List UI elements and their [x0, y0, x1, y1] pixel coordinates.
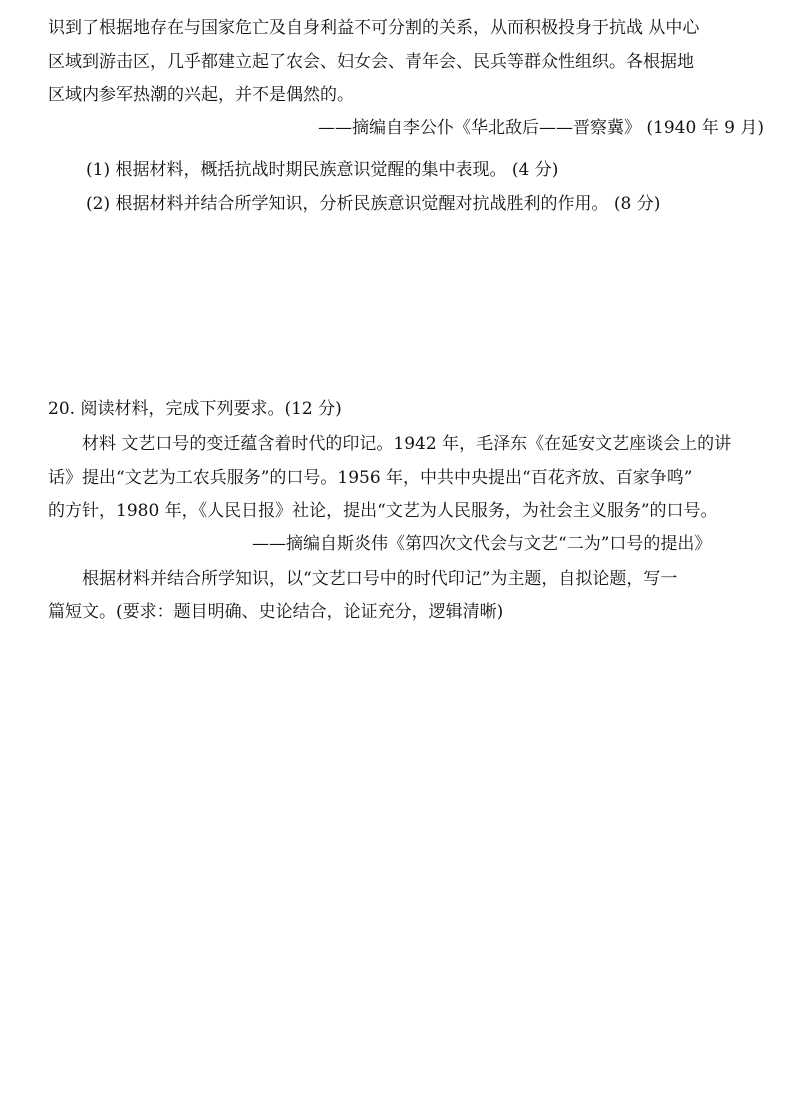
- material-19-source: ——摘编自李公仆《华北敌后——晋察冀》 (1940 年 9 月): [318, 118, 764, 138]
- question-19-1: (1) 根据材料，概括抗战时期民族意识觉醒的集中表现。 (4 分): [86, 160, 559, 180]
- question-20-heading: 20. 阅读材料，完成下列要求。(12 分): [48, 399, 342, 419]
- material-19-line-3: 区域内参军热潮的兴起，并不是偶然的。: [48, 85, 354, 105]
- question-19-2: (2) 根据材料并结合所学知识，分析民族意识觉醒对抗战胜利的作用。 (8 分): [86, 194, 661, 214]
- question-20-task-line-2: 篇短文。(要求：题目明确、史论结合，论证充分，逻辑清晰): [48, 602, 504, 622]
- question-20-material-line-2: 话》提出“文艺为工农兵服务”的口号。1956 年，中共中央提出“百花齐放、百家争鸣”: [48, 468, 693, 488]
- question-20-material-line-1: 材料 文艺口号的变迁蕴含着时代的印记。1942 年，毛泽东《在延安文艺座谈会上的讲: [82, 434, 732, 454]
- material-19-line-1: 识到了根据地存在与国家危亡及自身利益不可分割的关系，从而积极投身于抗战 从中心: [48, 18, 700, 38]
- question-20-material-line-3: 的方针，1980 年，《人民日报》社论，提出“文艺为人民服务，为社会主义服务”的口号。: [48, 501, 718, 521]
- question-20-task-line-1: 根据材料并结合所学知识，以“文艺口号中的时代印记”为主题，自拟论题，写一: [82, 569, 678, 589]
- question-20-source: ——摘编自斯炎伟《第四次文代会与文艺“二为”口号的提出》: [252, 534, 712, 554]
- material-19-line-2: 区域到游击区，几乎都建立起了农会、妇女会、青年会、民兵等群众性组织。各根据地: [48, 52, 694, 72]
